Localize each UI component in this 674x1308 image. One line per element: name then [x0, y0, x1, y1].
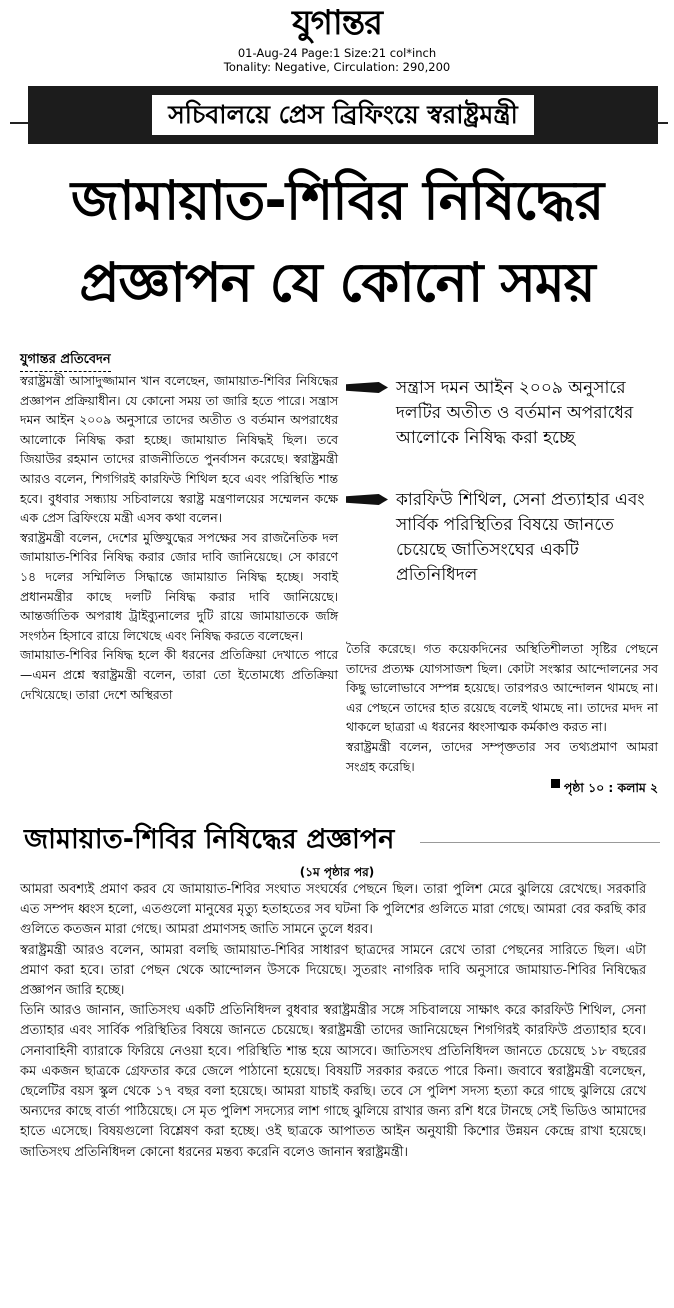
- paragraph: আমরা অবশ্যই প্রমাণ করব যে জামায়াত-শিবির সংঘাত সংঘর্ষের পেছনে ছিল। তারা পুলিশ মেরে ঝুলিয়ে রেখেছে। সরকারি এত সম্পদ ধ্বংস হলো, এতগুলো মানুষের মৃত্যু হতাহতের সব ঘটনা কি পুলিশের গুলিতে মারা গেছে। আমরা বের করছি কার গুলিতে কতজন মারা গেছে। আমরা প্রমাণসহ জাতি সামনে তুলে ধরব।: [20, 882, 646, 938]
- highlight-2: [346, 488, 656, 588]
- meta-line-2: Tonality: Negative, Circulation: 290,200: [223, 60, 451, 74]
- paragraph: তিনি আরও জানান, জাতিসংঘ একটি প্রতিনিধিদল বুধবার স্বরাষ্ট্রমন্ত্রীর সঙ্গে সচিবালয়ে সাক্ষাৎ করে কারফিউ শিথিল, সেনা প্রত্যাহার এবং সার্বিক পরিস্থিতির বিষয়ে জানতে চেয়েছে। স্বরাষ্ট্রমন্ত্রী তাদের জানিয়েছেন শিগগিরই কারফিউ প্রত্যাহার হবে। সেনাবাহিনী ব্যারাকে ফিরিয়ে নেওয়া হবে। পরিস্থিতি শান্ত হয়ে আসবে। জাতিসংঘ প্রতিনিধিদল জানতে চেয়েছে ১৮ বছরের কম একজন ছাত্রকে গ্রেফতার করে জেলে পাঠানো হয়েছে। বিষয়টি সরকার করতে পারে কিনা। জবাবে স্বরাষ্ট্রমন্ত্রী বলেছেন, ছেলেটির বয়স স্কুল থেকে ১৭ বছর বলা হয়েছে। আমরা যাচাই করছি। তবে সে পুলিশ সদস্য হত্যা করে গাছে ঝুলিয়ে রেখে অন্যদের কাছে বার্তা পাঠিয়েছে। সে মৃত পুলিশ সদস্যের লাশ গাছে ঝুলিয়ে রাখার জন্য রশি ধরে টানছে সেই ভিডিও আমাদের হাতে এসেছে। বিষয়গুলো বিশ্লেষণ করা হচ্ছে। ওই ছাত্রকে আপাতত আইন অনুযায়ী কিশোর উন্নয়ন কেন্দ্রে রাখা হয়েছে। জাতিসংঘ প্রতিনিধিদল কোনো ধরনের মন্তব্য করেনি বলেও জানান স্বরাষ্ট্রমন্ত্রী।: [20, 1003, 646, 1160]
- kicker-text: সচিবালয়ে প্রেস ব্রিফিংয়ে স্বরাষ্ট্রমন্ত্রী: [152, 95, 534, 135]
- paragraph: স্বরাষ্ট্রমন্ত্রী বলেন, তাদের সম্পৃক্ততার সব তথ্যপ্রমাণ আমরা সংগ্রহ করেছি।: [346, 739, 658, 774]
- continuation-rule: [420, 842, 660, 843]
- continuation-text: পৃষ্ঠা ১০ : কলাম ২: [563, 781, 658, 796]
- paragraph: স্বরাষ্ট্রমন্ত্রী বলেন, দেশের মুক্তিযুদ্ধের সপক্ষের সব রাজনৈতিক দল জামায়াত-শিবির নিষিদ্ধ করার জোর দাবি জানিয়েছে। সে কারণে ১৪ দলের সম্মিলিত সিদ্ধান্তে জামায়াত নিষিদ্ধ হচ্ছে। সবাই প্রধানমন্ত্রীর কাছে দলটি নিষিদ্ধ করার দাবি জানিয়েছে। আন্তর্জাতিক অপরাধ ট্রাইব্যুনালের দুটি রায়ে জামায়াতকে জঙ্গি সংগঠন হিসাবে রায়ে লিখেছে এবং নিষিদ্ধ করতে বলেছেন।: [20, 530, 338, 643]
- kicker-rule-left: [10, 122, 28, 124]
- paragraph: জামায়াত-শিবির নিষিদ্ধ হলে কী ধরনের প্রতিক্রিয়া দেখাতে পারে—এমন প্রশ্নে স্বরাষ্ট্রমন্ত্রী বলেন, তারা তো ইতোমধ্যে প্রতিক্রিয়া দেখিয়েছে। তারা দেশে অস্থিরতা: [20, 648, 338, 702]
- left-column: [20, 372, 338, 705]
- bottom-column: [20, 880, 646, 1163]
- from-page-note: (১ম পৃষ্ঠার পর): [299, 865, 375, 879]
- headline-line-2: প্রজ্ঞাপন যে কোনো সময়: [79, 251, 595, 314]
- kicker-bar: [28, 86, 658, 144]
- right-column: [346, 640, 658, 799]
- continuation-headline: জামায়াত-শিবির নিষিদ্ধের প্রজ্ঞাপন: [24, 824, 395, 855]
- continuation-note: [346, 779, 658, 799]
- byline: যুগান্তর প্রতিবেদন: [20, 350, 111, 372]
- highlight-1: [346, 376, 656, 451]
- masthead-logo: যুগান্তর: [292, 3, 382, 43]
- headline-line-1: জামায়াত-শিবির নিষিদ্ধের: [70, 169, 604, 232]
- paragraph: স্বরাষ্ট্রমন্ত্রী আরও বলেন, আমরা বলছি জামায়াত-শিবির সাধারণ ছাত্রদের সামনে রেখে তারা পেছনের সারিতে ছিল। এটা প্রমাণ করা হবে। তারা পেছন থেকে আন্দোলন উসকে দিয়েছে। সুতরাং নাগরিক দাবি অনুসারে জামায়াত-শিবির নিষিদ্ধের প্রজ্ঞাপন জারি হচ্ছে।: [20, 942, 646, 999]
- main-headline: [10, 160, 664, 324]
- square-bullet-icon: [551, 779, 560, 788]
- highlight-text: সন্ত্রাস দমন আইন ২০০৯ অনুসারে দলটির অতীত ও বর্তমান অপরাধের আলোকে নিষিদ্ধ করা হচ্ছে: [396, 378, 634, 448]
- arrow-bullet-icon: [346, 494, 388, 505]
- highlight-text: কারফিউ শিথিল, সেনা প্রত্যাহার এবং সার্বিক পরিস্থিতির বিষয়ে জানতে চেয়েছে জাতিসংঘের একটি প্রতিনিধিদল: [396, 490, 645, 585]
- arrow-bullet-icon: [346, 382, 388, 393]
- paragraph: তৈরি করেছে। গত কয়েকদিনের অস্থিতিশীলতা সৃষ্টির পেছনে তাদের প্রত্যক্ষ যোগসাজশ ছিল। কোটা সংস্কার আন্দোলনের সব কিছু ভালোভাবে সম্পন্ন হয়েছে। তারপরও আন্দোলন থামছে না। এর পেছনে তাদের হাত রয়েছে বলেই থামছে না। তাদের মদদ না থাকলে ছাত্ররা এ ধরনের ধ্বংসাত্মক কর্মকাণ্ড করত না।: [346, 642, 658, 735]
- meta-line-1: 01-Aug-24 Page:1 Size:21 col*inch: [237, 46, 437, 60]
- paragraph: স্বরাষ্ট্রমন্ত্রী আসাদুজ্জামান খান বলেছেন, জামায়াত-শিবির নিষিদ্ধের প্রজ্ঞাপন প্রক্রিয়াধীন। যে কোনো সময় তা জারি হতে পারে। সন্ত্রাস দমন আইন ২০০৯ অনুসারে তাদের অতীত ও বর্তমান অপরাধের আলোকে নিষিদ্ধ করা হচ্ছে। জামায়াত নিষিদ্ধই ছিল। তবে জিয়াউর রহমান তাদের রাজনীতিতে পুনর্বাসন করেছে। স্বরাষ্ট্রমন্ত্রী আরও বলেন, শিগগিরই কারফিউ শিথিল হবে এবং পরিস্থিতি শান্ত হবে। বুধবার সন্ধ্যায় সচিবালয়ে স্বরাষ্ট্র মন্ত্রণালয়ের সম্মেলন কক্ষে এক প্রেস ব্রিফিংয়ে মন্ত্রী এসব কথা বলেন।: [20, 374, 338, 526]
- clipping-meta: [0, 46, 674, 74]
